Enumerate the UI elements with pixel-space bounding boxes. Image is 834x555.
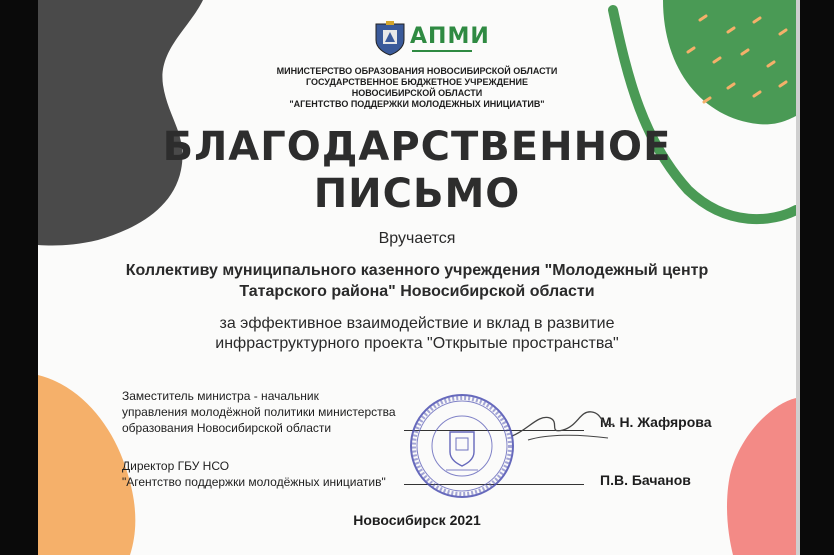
reason	[98, 314, 736, 354]
signer-1-position-line: управления молодёжной политики министерства	[122, 405, 396, 419]
org-line: "АГЕНТСТВО ПОДДЕРЖКИ МОЛОДЕЖНЫХ ИНИЦИАТИВ"	[289, 99, 545, 109]
signer-1-position-line: Заместитель министра - начальник	[122, 389, 319, 403]
orange-blob-shape	[38, 375, 135, 555]
recipient-line-2: Татарского района" Новосибирской области	[239, 283, 595, 300]
official-stamp	[408, 392, 516, 500]
certificate-sheet	[38, 0, 796, 555]
recipient-line-1: Коллективу муниципального казенного учреждения "Молодежный центр	[125, 262, 709, 279]
handwritten-signature	[508, 404, 618, 444]
reason-line-2: инфраструктурного проекта "Открытые пространства"	[215, 335, 619, 352]
signer-2-position-line: Директор ГБУ НСО	[122, 459, 230, 473]
signer-1-position-line: образования Новосибирской области	[122, 421, 332, 435]
signer-2-position	[122, 458, 422, 490]
title-line-1: БЛАГОДАРСТВЕННОЕ	[162, 124, 672, 170]
org-line: ГОСУДАРСТВЕННОЕ БЮДЖЕТНОЕ УЧРЕЖДЕНИЕ	[306, 77, 528, 87]
page-edge	[796, 0, 800, 555]
apmi-logo-text: АПМИ	[410, 24, 490, 49]
title-line-2: ПИСЬМО	[313, 171, 521, 217]
awarded-label: Вручается	[378, 230, 456, 247]
org-line: МИНИСТЕРСТВО ОБРАЗОВАНИЯ НОВОСИБИРСКОЙ ОБЛАСТИ	[276, 66, 558, 76]
apmi-logo	[410, 24, 490, 50]
reason-line-1: за эффективное взаимодействие и вклад в развитие	[219, 315, 615, 332]
document-title	[38, 124, 796, 218]
signer-2-position-line: "Агентство поддержки молодёжных инициатив"	[122, 475, 386, 489]
pink-blob-shape	[727, 398, 796, 555]
signer-1-position	[122, 388, 422, 436]
org-line: НОВОСИБИРСКОЙ ОБЛАСТИ	[351, 88, 483, 98]
signer-1-name: М. Н. Жафярова	[600, 414, 712, 430]
coat-of-arms-icon	[374, 20, 406, 56]
apmi-logo-underline	[412, 50, 472, 52]
logo-bar	[38, 16, 796, 58]
signer-2-name: П.В. Бачанов	[600, 472, 691, 488]
recipient	[98, 260, 736, 302]
city-year: Новосибирск 2021	[353, 512, 481, 528]
organization-header	[38, 66, 796, 110]
